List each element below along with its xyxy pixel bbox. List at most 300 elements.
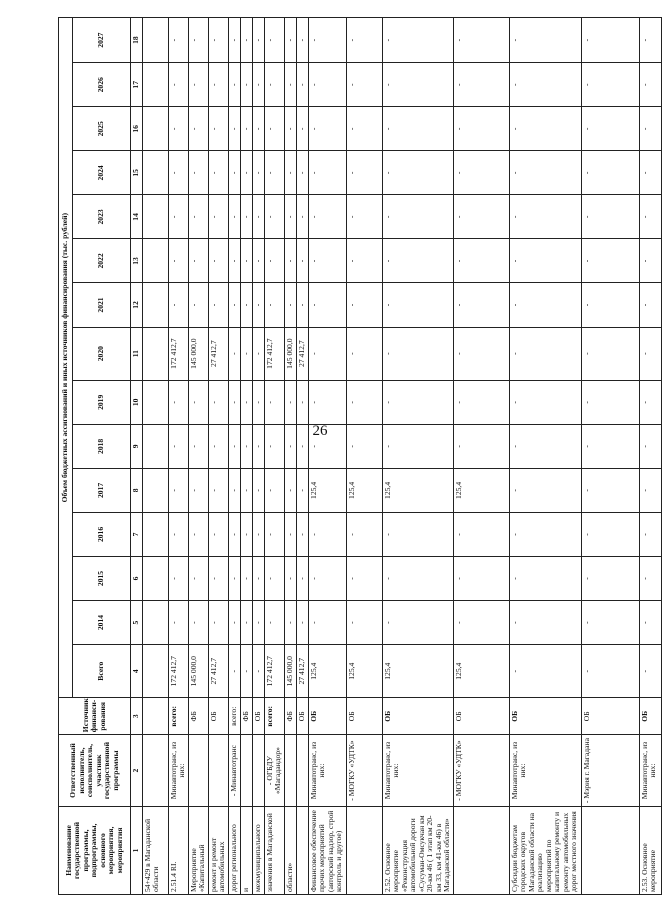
cell-year-value: - <box>308 512 346 556</box>
cell-name: дорог регионального <box>228 806 240 894</box>
cell-year-value: - <box>382 195 453 239</box>
cell-year-value: - <box>639 512 661 556</box>
cell-year-value: - <box>284 556 296 600</box>
cell-year-value: - <box>639 283 661 327</box>
cell-year-value: - <box>228 239 240 283</box>
cell-year-value: - <box>228 468 240 512</box>
cell-year-value: - <box>346 380 382 424</box>
cell-year-value: 145 000,0 <box>284 327 296 380</box>
index-cell: 10 <box>131 380 143 424</box>
cell-source: ОБ <box>346 698 382 735</box>
cell-year-value: - <box>252 239 264 283</box>
financing-table <box>58 17 662 895</box>
cell-total: 145 000,0 <box>188 645 208 698</box>
cell-year-value <box>142 327 168 380</box>
cell-name: ремонт и ремонт автомобильных <box>208 806 228 894</box>
cell-year-value <box>142 556 168 600</box>
header-year: 2019 <box>73 380 131 424</box>
cell-year-value: - <box>228 151 240 195</box>
index-cell: 6 <box>131 556 143 600</box>
cell-year-value: - <box>453 601 509 645</box>
cell-year-value: - <box>228 601 240 645</box>
cell-year-value: - <box>208 512 228 556</box>
cell-year-value: - <box>296 468 308 512</box>
cell-year-value: - <box>284 18 296 63</box>
cell-year-value: - <box>581 107 639 151</box>
cell-year-value: - <box>453 63 509 107</box>
cell-total: - <box>228 645 240 698</box>
cell-name: области» <box>284 806 296 894</box>
cell-year-value: - <box>382 151 453 195</box>
cell-year-value: - <box>509 195 581 239</box>
cell-name: 2.52. Основное мероприятие «Реконструкция автомобильной дороги «Сусуман-Омсукчан км 20-км 46 ( 1 этап км 20-км 33, км 41-км 46) в Магаданской области» <box>382 806 453 894</box>
header-total: Всего <box>73 645 131 698</box>
table-row <box>228 18 240 895</box>
cell-year-value: - <box>639 424 661 468</box>
cell-year-value: - <box>228 424 240 468</box>
index-cell: 4 <box>131 645 143 698</box>
cell-name <box>581 806 639 894</box>
cell-responsible <box>142 735 168 807</box>
cell-year-value: - <box>252 151 264 195</box>
rotated-table-wrapper <box>58 17 657 895</box>
cell-year-value: - <box>346 601 382 645</box>
cell-year-value: - <box>264 424 284 468</box>
cell-year-value: - <box>639 601 661 645</box>
cell-year-value: - <box>509 151 581 195</box>
cell-name <box>296 806 308 894</box>
cell-year-value: - <box>240 380 252 424</box>
cell-responsible: - Минавтотранс <box>228 735 240 807</box>
cell-year-value: - <box>208 380 228 424</box>
cell-year-value: - <box>453 283 509 327</box>
cell-year-value: - <box>188 380 208 424</box>
cell-year-value: - <box>208 63 228 107</box>
cell-responsible <box>240 735 252 807</box>
cell-year-value: - <box>639 63 661 107</box>
header-year: 2017 <box>73 468 131 512</box>
cell-total: 125,4 <box>453 645 509 698</box>
cell-year-value: - <box>228 18 240 63</box>
cell-year-value <box>142 283 168 327</box>
cell-responsible <box>252 735 264 807</box>
cell-year-value: - <box>509 424 581 468</box>
cell-year-value: - <box>252 63 264 107</box>
cell-year-value: - <box>308 239 346 283</box>
cell-year-value: - <box>208 151 228 195</box>
header-year: 2025 <box>73 107 131 151</box>
cell-year-value: 172 412,7 <box>168 327 188 380</box>
cell-year-value: - <box>581 18 639 63</box>
cell-year-value: - <box>284 63 296 107</box>
index-cell: 14 <box>131 195 143 239</box>
cell-year-value: - <box>284 424 296 468</box>
cell-year-value: - <box>453 107 509 151</box>
cell-year-value: - <box>284 283 296 327</box>
cell-source: ФБ <box>240 698 252 735</box>
cell-year-value: - <box>208 283 228 327</box>
cell-year-value: - <box>252 556 264 600</box>
cell-year-value: - <box>308 556 346 600</box>
cell-year-value: - <box>228 195 240 239</box>
table-row <box>284 18 296 895</box>
cell-source: ОБ <box>382 698 453 735</box>
cell-total: - <box>509 645 581 698</box>
cell-year-value: - <box>453 380 509 424</box>
cell-year-value: - <box>284 195 296 239</box>
cell-year-value: - <box>208 195 228 239</box>
cell-name: и <box>240 806 252 894</box>
header-year: 2023 <box>73 195 131 239</box>
cell-year-value <box>142 195 168 239</box>
cell-year-value: - <box>252 283 264 327</box>
header-year: 2016 <box>73 512 131 556</box>
table-row <box>509 18 581 895</box>
cell-year-value: - <box>252 195 264 239</box>
cell-year-value: - <box>581 468 639 512</box>
cell-responsible <box>284 735 296 807</box>
cell-total: 125,4 <box>346 645 382 698</box>
cell-year-value: - <box>453 512 509 556</box>
cell-year-value: - <box>228 63 240 107</box>
cell-year-value: - <box>264 380 284 424</box>
cell-source: ОБ <box>308 698 346 735</box>
cell-year-value: - <box>639 239 661 283</box>
cell-year-value: - <box>208 424 228 468</box>
table-row <box>346 18 382 895</box>
index-cell: 3 <box>131 698 143 735</box>
table-row <box>308 18 346 895</box>
page-number: 26 <box>312 423 328 439</box>
cell-total: 172 412,7 <box>264 645 284 698</box>
cell-year-value: - <box>208 18 228 63</box>
cell-year-value: - <box>453 18 509 63</box>
cell-source: всего: <box>264 698 284 735</box>
cell-year-value: - <box>168 380 188 424</box>
table-row <box>240 18 252 895</box>
cell-year-value: - <box>308 601 346 645</box>
cell-year-value <box>142 512 168 556</box>
cell-year-value: - <box>264 512 284 556</box>
cell-year-value: - <box>228 556 240 600</box>
cell-year-value: - <box>252 512 264 556</box>
cell-year-value: - <box>453 151 509 195</box>
cell-year-value <box>142 107 168 151</box>
cell-year-value: - <box>509 601 581 645</box>
table-body <box>131 18 662 895</box>
cell-source: всего: <box>168 698 188 735</box>
cell-year-value: - <box>284 239 296 283</box>
cell-year-value: - <box>346 239 382 283</box>
header-year: 2018 <box>73 424 131 468</box>
cell-year-value: - <box>168 195 188 239</box>
cell-year-value: - <box>382 556 453 600</box>
cell-source: ОБ <box>509 698 581 735</box>
cell-year-value: - <box>240 556 252 600</box>
cell-year-value: - <box>308 195 346 239</box>
cell-year-value: - <box>188 468 208 512</box>
index-cell: 13 <box>131 239 143 283</box>
cell-source: ОБ <box>296 698 308 735</box>
cell-year-value <box>142 380 168 424</box>
cell-total: - <box>252 645 264 698</box>
cell-year-value: - <box>346 195 382 239</box>
cell-year-value: - <box>264 468 284 512</box>
cell-year-value: - <box>264 107 284 151</box>
cell-name: 54+429 в Магаданской области <box>142 806 168 894</box>
header-source: Источник финанси-рования <box>59 698 131 735</box>
cell-year-value: - <box>284 107 296 151</box>
cell-year-value: - <box>264 18 284 63</box>
cell-year-value: - <box>284 380 296 424</box>
table-row <box>168 18 188 895</box>
cell-responsible: - МОГКУ «УДТК» <box>453 735 509 807</box>
cell-year-value: - <box>240 424 252 468</box>
cell-year-value: - <box>228 380 240 424</box>
cell-year-value: - <box>240 512 252 556</box>
cell-year-value: - <box>188 107 208 151</box>
cell-year-value: - <box>284 601 296 645</box>
cell-year-value: - <box>581 512 639 556</box>
cell-source: ОБ <box>252 698 264 735</box>
cell-name: Мероприятие «Капитальный <box>188 806 208 894</box>
cell-responsible: Минавтотранс, из них: <box>639 735 661 807</box>
cell-year-value: - <box>264 556 284 600</box>
cell-year-value: - <box>382 424 453 468</box>
cell-total: 125,4 <box>382 645 453 698</box>
cell-year-value: - <box>240 195 252 239</box>
cell-source <box>142 698 168 735</box>
cell-year-value: - <box>382 512 453 556</box>
cell-year-value: - <box>240 151 252 195</box>
cell-year-value: - <box>228 512 240 556</box>
cell-year-value: - <box>382 18 453 63</box>
cell-year-value: - <box>228 327 240 380</box>
cell-name: межмуниципального <box>252 806 264 894</box>
cell-name: значения в Магаданской <box>264 806 284 894</box>
table-row <box>188 18 208 895</box>
cell-year-value: - <box>168 151 188 195</box>
cell-year-value <box>142 63 168 107</box>
cell-year-value: - <box>346 424 382 468</box>
cell-year-value: - <box>308 327 346 380</box>
cell-year-value: - <box>168 18 188 63</box>
cell-year-value: - <box>453 239 509 283</box>
cell-year-value: 125,4 <box>308 468 346 512</box>
header-year: 2014 <box>73 601 131 645</box>
cell-total: 172 412,7 <box>168 645 188 698</box>
cell-year-value: - <box>382 327 453 380</box>
cell-year-value: - <box>252 380 264 424</box>
cell-year-value: - <box>382 380 453 424</box>
index-cell: 2 <box>131 735 143 807</box>
cell-year-value <box>142 468 168 512</box>
cell-year-value: - <box>581 283 639 327</box>
cell-source: ОБ <box>453 698 509 735</box>
cell-year-value: - <box>208 468 228 512</box>
cell-year-value: - <box>453 556 509 600</box>
cell-year-value: - <box>308 283 346 327</box>
cell-year-value: - <box>252 107 264 151</box>
cell-year-value: - <box>346 556 382 600</box>
cell-year-value: - <box>346 512 382 556</box>
cell-year-value: - <box>188 195 208 239</box>
cell-year-value: - <box>581 239 639 283</box>
cell-year-value: - <box>509 107 581 151</box>
cell-year-value: - <box>240 63 252 107</box>
cell-year-value: - <box>264 195 284 239</box>
index-cell: 15 <box>131 151 143 195</box>
cell-year-value: - <box>168 107 188 151</box>
cell-year-value: - <box>453 195 509 239</box>
cell-year-value: - <box>581 63 639 107</box>
cell-year-value: - <box>168 239 188 283</box>
cell-total: 27 412,7 <box>296 645 308 698</box>
cell-responsible: Минавтотранс, из них: <box>382 735 453 807</box>
cell-year-value: 145 000,0 <box>188 327 208 380</box>
cell-year-value: - <box>264 239 284 283</box>
index-cell: 16 <box>131 107 143 151</box>
cell-year-value: - <box>296 556 308 600</box>
cell-year-value: - <box>308 63 346 107</box>
cell-year-value <box>142 601 168 645</box>
cell-year-value: - <box>208 601 228 645</box>
cell-year-value: - <box>228 107 240 151</box>
table-row <box>252 18 264 895</box>
cell-responsible: Минавтотранс, из них: <box>308 735 346 807</box>
index-cell: 18 <box>131 18 143 63</box>
cell-year-value: - <box>509 380 581 424</box>
cell-year-value: - <box>296 195 308 239</box>
cell-year-value: - <box>240 283 252 327</box>
header-year: 2020 <box>73 327 131 380</box>
cell-year-value: - <box>581 327 639 380</box>
cell-total <box>142 645 168 698</box>
cell-year-value: - <box>240 601 252 645</box>
table-row <box>264 18 284 895</box>
cell-year-value: - <box>296 239 308 283</box>
cell-source: ОБ <box>581 698 639 735</box>
cell-responsible <box>188 735 208 807</box>
cell-year-value: - <box>509 512 581 556</box>
cell-year-value: - <box>252 424 264 468</box>
cell-name: 2.53. Основное мероприятие <box>639 806 661 894</box>
cell-source: ОБ <box>208 698 228 735</box>
cell-year-value: 27 412,7 <box>208 327 228 380</box>
cell-year-value: - <box>188 512 208 556</box>
cell-year-value: - <box>168 424 188 468</box>
cell-responsible: Минавтотранс, из них: <box>168 735 188 807</box>
index-cell: 8 <box>131 468 143 512</box>
cell-year-value: - <box>308 380 346 424</box>
cell-year-value: - <box>346 63 382 107</box>
cell-year-value: - <box>509 18 581 63</box>
cell-year-value: - <box>188 239 208 283</box>
cell-source: ФБ <box>188 698 208 735</box>
table-row <box>581 18 639 895</box>
cell-year-value <box>142 424 168 468</box>
cell-total: - <box>639 645 661 698</box>
cell-year-value: - <box>639 327 661 380</box>
cell-year-value: - <box>228 283 240 327</box>
cell-year-value: - <box>252 601 264 645</box>
cell-responsible: - ОГБДУ «Магадандор» <box>264 735 284 807</box>
cell-name <box>453 806 509 894</box>
cell-year-value: - <box>346 151 382 195</box>
index-cell: 1 <box>131 806 143 894</box>
cell-year-value: - <box>188 601 208 645</box>
cell-year-value: - <box>346 327 382 380</box>
cell-year-value: - <box>240 239 252 283</box>
header-year: 2021 <box>73 283 131 327</box>
index-cell: 5 <box>131 601 143 645</box>
cell-year-value: - <box>382 283 453 327</box>
cell-year-value: - <box>346 18 382 63</box>
header-responsible: Ответственный исполнитель, соисполнитель, участник государственной программы <box>59 735 131 807</box>
cell-year-value: - <box>639 151 661 195</box>
cell-year-value: - <box>296 283 308 327</box>
index-cell: 7 <box>131 512 143 556</box>
header-year: 2022 <box>73 239 131 283</box>
cell-year-value: - <box>308 424 346 468</box>
cell-year-value: - <box>382 601 453 645</box>
cell-year-value: - <box>240 18 252 63</box>
cell-year-value: - <box>188 18 208 63</box>
cell-year-value <box>142 18 168 63</box>
cell-year-value: - <box>346 107 382 151</box>
cell-year-value: - <box>296 63 308 107</box>
cell-year-value: - <box>296 18 308 63</box>
cell-name: Финансовое обеспечение прочих мероприятий (авторский надзор, строй контроль и другое) <box>308 806 346 894</box>
table-row <box>142 18 168 895</box>
cell-year-value: - <box>284 512 296 556</box>
cell-year-value: - <box>284 151 296 195</box>
table-row <box>639 18 661 895</box>
cell-year-value: - <box>240 327 252 380</box>
cell-year-value: - <box>639 556 661 600</box>
cell-year-value: - <box>168 283 188 327</box>
cell-year-value <box>142 151 168 195</box>
cell-year-value: - <box>296 151 308 195</box>
cell-year-value: - <box>296 380 308 424</box>
cell-total: - <box>581 645 639 698</box>
cell-year-value: - <box>346 283 382 327</box>
cell-source: ОБ <box>639 698 661 735</box>
cell-year-value: - <box>296 601 308 645</box>
cell-year-value: - <box>296 512 308 556</box>
cell-year-value: - <box>581 195 639 239</box>
column-index-row <box>131 18 143 895</box>
cell-year-value: - <box>168 601 188 645</box>
cell-year-value: - <box>252 468 264 512</box>
cell-responsible <box>296 735 308 807</box>
cell-year-value: - <box>382 239 453 283</box>
cell-year-value: - <box>188 63 208 107</box>
cell-year-value: - <box>188 283 208 327</box>
cell-year-value: - <box>509 468 581 512</box>
cell-responsible: - Мэрия г. Магадана <box>581 735 639 807</box>
cell-year-value: - <box>188 556 208 600</box>
cell-year-value: - <box>240 468 252 512</box>
header-year: 2027 <box>73 18 131 63</box>
index-cell: 17 <box>131 63 143 107</box>
cell-year-value: 172 412,7 <box>264 327 284 380</box>
index-cell: 9 <box>131 424 143 468</box>
cell-year-value: - <box>208 556 228 600</box>
table-row <box>296 18 308 895</box>
cell-year-value: 125,4 <box>382 468 453 512</box>
cell-year-value: - <box>581 601 639 645</box>
